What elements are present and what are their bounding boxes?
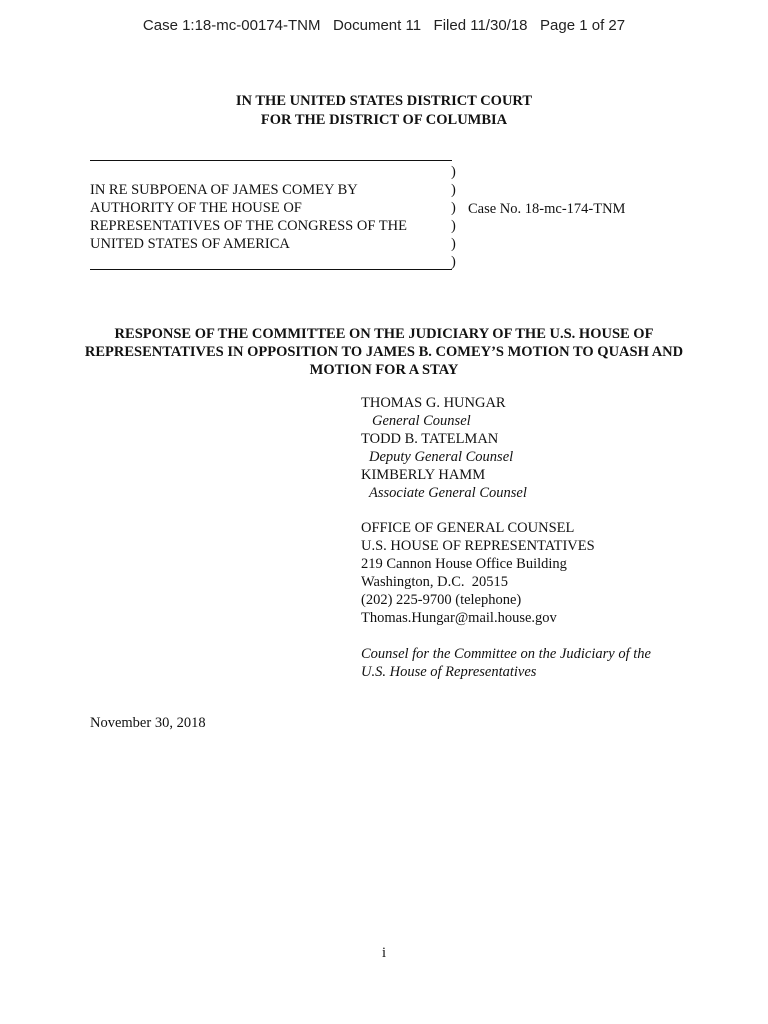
court-name: IN THE UNITED STATES DISTRICT COURT bbox=[235, 93, 533, 109]
caption-bottom-rule bbox=[90, 269, 452, 270]
counsel-role-2: Deputy General Counsel bbox=[369, 449, 514, 465]
office-city: Washington, D.C. 20515 bbox=[361, 574, 509, 590]
caption-line-4: UNITED STATES OF AMERICA bbox=[90, 236, 290, 252]
caption-line-1: IN RE SUBPOENA OF JAMES COMEY BY bbox=[90, 182, 358, 198]
case-number: Case No. 18-mc-174-TNM bbox=[468, 201, 626, 217]
caption-paren: ) bbox=[451, 236, 456, 252]
caption-paren: ) bbox=[451, 200, 456, 216]
counsel-role-3: Associate General Counsel bbox=[369, 485, 527, 501]
counsel-for-line-2: U.S. House of Representatives bbox=[361, 664, 537, 680]
counsel-name-1: THOMAS G. HUNGAR bbox=[361, 395, 506, 411]
court-district: FOR THE DISTRICT OF COLUMBIA bbox=[260, 112, 508, 128]
caption-paren: ) bbox=[451, 218, 456, 234]
office-email: Thomas.Hungar@mail.house.gov bbox=[361, 610, 557, 626]
filing-date: November 30, 2018 bbox=[90, 715, 206, 731]
caption-paren: ) bbox=[451, 182, 456, 198]
counsel-name-2: TODD B. TATELMAN bbox=[361, 431, 499, 447]
office-line-1: OFFICE OF GENERAL COUNSEL bbox=[361, 520, 575, 536]
counsel-name-3: KIMBERLY HAMM bbox=[361, 467, 486, 483]
ecf-header-stamp: Case 1:18-mc-00174-TNM Document 11 Filed 11/30/18 Page 1 of 27 bbox=[142, 17, 626, 34]
document-title: RESPONSE OF THE COMMITTEE ON THE JUDICIARY OF THE U.S. HOUSE OF REPRESENTATIVES IN OPPOSITION TO JAMES B. COMEY’S MOTION TO QUASH AND MOTION FOR A STAY bbox=[84, 326, 684, 378]
page-number: i bbox=[381, 945, 387, 961]
counsel-role-1: General Counsel bbox=[372, 413, 471, 429]
caption-paren: ) bbox=[451, 254, 456, 270]
caption-line-3: REPRESENTATIVES OF THE CONGRESS OF THE bbox=[90, 218, 407, 234]
caption-top-rule bbox=[90, 160, 452, 161]
office-line-2: U.S. HOUSE OF REPRESENTATIVES bbox=[361, 538, 595, 554]
office-phone: (202) 225-9700 (telephone) bbox=[361, 592, 522, 608]
counsel-for-line-1: Counsel for the Committee on the Judiciary of the bbox=[361, 646, 651, 662]
caption-paren: ) bbox=[451, 164, 456, 180]
office-address: 219 Cannon House Office Building bbox=[361, 556, 567, 572]
caption-line-2: AUTHORITY OF THE HOUSE OF bbox=[90, 200, 302, 216]
